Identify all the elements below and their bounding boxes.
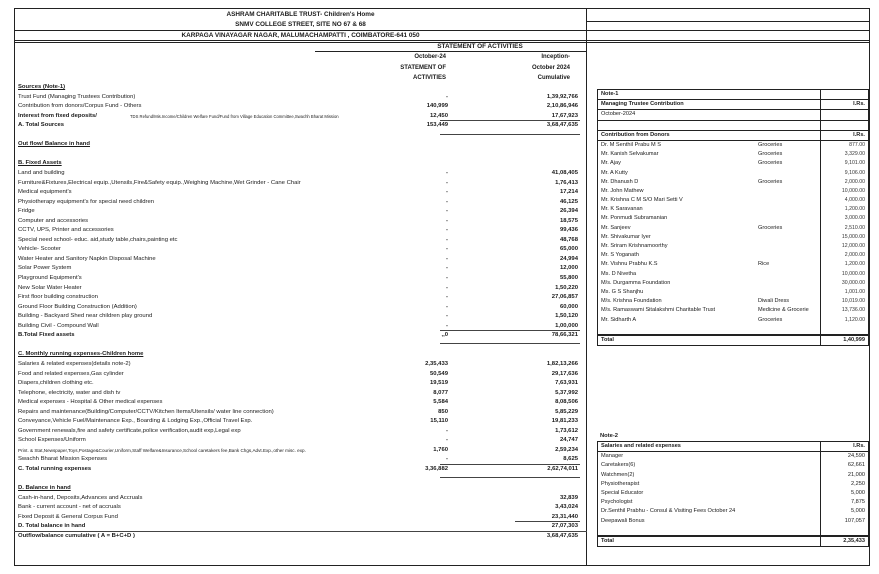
fixed-asset-row-label: Vehicle- Scooter: [18, 246, 61, 253]
running-row-month: 850: [438, 408, 448, 415]
running-row-month: 8,077: [433, 389, 448, 396]
donor-amount: 2,000.00: [844, 252, 865, 259]
fixed-asset-row-cumulative: 1,50,120: [555, 313, 578, 320]
fixed-asset-row: [18, 169, 586, 179]
org-city: KARPAGA VINAYAGAR NAGAR, MALUMACHAMPATTI , COIMBATORE-641 050: [181, 32, 420, 39]
fixed-asset-row-month: -: [446, 189, 448, 196]
salary-amount: 62,661: [847, 462, 865, 469]
fixed-asset-row-month: -: [446, 198, 448, 205]
salary-name: Caretakers(6): [601, 462, 636, 469]
balance-row: [18, 494, 586, 504]
donor-amount: 10,000.00: [841, 270, 865, 277]
balance-heading-label: D. Balance in hand: [18, 485, 71, 492]
donor-name: Mr. Ajay: [601, 160, 621, 167]
fixed-asset-row-label: Water Heater and Sanitory Napkin Disposal Machine: [18, 255, 156, 262]
balance-row-label: Cash-in-hand, Deposits,Advances and Accruals: [18, 494, 143, 501]
source-row-label: Interest from fixed deposits/: [18, 112, 97, 119]
fixed-asset-row-label: Medical equipment's: [18, 189, 72, 196]
running-row-month: -: [446, 437, 448, 444]
fixed-asset-row-month: -: [446, 227, 448, 234]
source-row-month: -: [446, 93, 448, 100]
salary-name: Manager: [601, 453, 624, 460]
balance-row-label: Fixed Deposit & General Corpus Fund: [18, 513, 118, 520]
salary-name: Dr.Senthil Prabhu - Consul & Visiting Fees October 24: [601, 508, 736, 515]
fixed-asset-row: [18, 284, 586, 294]
fixed-asset-row-cumulative: 26,394: [559, 208, 578, 215]
donor-row: [597, 224, 868, 233]
donor-row: [597, 316, 868, 325]
donor-amount: 877.00: [849, 141, 865, 148]
salary-row: [597, 452, 868, 461]
col-head-cum-line2: October 2024: [531, 64, 570, 71]
running-total-month: 3,36,882: [425, 466, 448, 472]
fixed-asset-row: [18, 226, 586, 236]
fixed-assets-heading-label: B. Fixed Assets: [18, 160, 62, 167]
grand-total-cumulative: 3,68,47,635: [546, 532, 578, 539]
org-title: ASHRAM CHARITABLE TRUST- Children's Home: [226, 11, 375, 18]
fixed-asset-row-label: First floor building construction: [18, 294, 98, 301]
donor-name: Mr. Vishnu Prabhu K.S: [601, 261, 658, 268]
balance-heading: [18, 484, 586, 494]
running-row-cumulative: 1,82,13,266: [546, 360, 578, 367]
donor-name: Mr. Sriram Krishnamoorthy: [601, 243, 668, 249]
note1-donors-label: Contribution from Donors: [601, 131, 670, 138]
fixed-asset-row-cumulative: 65,000: [559, 246, 578, 253]
salary-amount: 21,000: [847, 471, 865, 478]
fixed-asset-row: [18, 207, 586, 217]
donor-amount: 3,329.00: [844, 151, 865, 158]
note1-total-label: Total: [601, 336, 614, 343]
fixed-asset-row: [18, 264, 586, 274]
donor-purpose: Groceries: [758, 141, 783, 148]
running-row-label: Conveyance,Vehicle Fuel/Maintenance Exp., Boarding & Lodging Exp.,Official Travel Exp.: [18, 418, 253, 425]
note2-total-row: [597, 536, 869, 547]
fixed-asset-row-cumulative: 18,575: [559, 217, 578, 224]
fixed-asset-row-label: Playground Equipment's: [18, 275, 82, 281]
donor-purpose: Groceries: [758, 151, 783, 158]
col-head-month-line2: STATEMENT OF: [400, 64, 446, 71]
donor-purpose: Groceries: [758, 316, 783, 323]
donor-row: [597, 150, 868, 159]
running-row-cumulative: 5,37,992: [555, 389, 578, 396]
sources-total: [18, 121, 586, 131]
running-row: [18, 427, 586, 437]
donor-row: [597, 141, 868, 150]
running-row-label: Food and related expenses,Gas cylinder: [18, 370, 124, 377]
fixed-asset-row: [18, 293, 586, 303]
donor-row: [597, 178, 868, 187]
note2-head-row: [597, 441, 869, 452]
running-total: [18, 465, 586, 475]
running-row-cumulative: 24,747: [559, 437, 578, 444]
note1-mtc-unit: I.Rs.: [853, 101, 865, 108]
sources-heading-label: Sources (Note-1): [18, 84, 66, 90]
fixed-asset-row-cumulative: 12,000: [559, 265, 578, 272]
salary-row: [597, 507, 868, 516]
source-row-month: 12,450: [429, 112, 448, 119]
donor-amount: 2,000.00: [844, 178, 865, 185]
running-row-label: Government renewals,fire and safety certificate,police verification,audit exp,Legal exp: [18, 427, 241, 434]
donor-amount: 4,000.00: [844, 197, 865, 204]
note1-mtc-row: [597, 100, 869, 110]
source-row: [18, 102, 586, 112]
fixed-asset-row-label: Physiotherapy equipment's for special need children: [18, 198, 155, 205]
running-total-label: C. Total running expenses: [18, 466, 92, 472]
salary-blank-row: [597, 526, 868, 535]
donor-name: Mr. John Mathew: [601, 187, 644, 194]
sources-total-month: 153,449: [426, 122, 448, 129]
fixed-asset-row-cumulative: 46,125: [559, 198, 578, 205]
salary-amount: 107,057: [844, 517, 865, 524]
fixed-asset-row: [18, 188, 586, 198]
salary-amount: 5,000: [851, 508, 865, 515]
salary-name: Special Educator: [601, 489, 644, 496]
running-row-cumulative: 8,625: [563, 456, 578, 463]
fixed-assets-total: [18, 331, 586, 341]
source-row-month: 140,999: [426, 103, 448, 110]
running-row-month: 2,35,433: [425, 360, 448, 367]
donor-amount: 10,019.00: [841, 298, 865, 305]
salary-row: [597, 498, 868, 507]
fixed-asset-row-month: -: [446, 236, 448, 243]
running-row-month: 50,549: [429, 370, 448, 377]
donor-blank-row: [597, 325, 868, 334]
donor-name: Mr. S Yoganath: [601, 252, 639, 259]
note1-title-row: [597, 89, 869, 100]
fixed-asset-row-month: -: [446, 169, 448, 176]
grand-total-rule: [14, 531, 587, 532]
fixed-asset-row-month: -: [446, 208, 448, 215]
running-row-cumulative: 29,17,636: [551, 370, 578, 377]
fixed-asset-row-month: -: [446, 284, 448, 291]
note2-label: Salaries and related expenses: [601, 443, 681, 449]
col-head-month: [366, 52, 446, 84]
salary-row: [597, 480, 868, 489]
donor-purpose: Diwali Dress: [758, 298, 790, 305]
donor-row: [597, 288, 868, 297]
donor-name: M/s. Durgamma Foundation: [601, 279, 671, 286]
running-row-month: -: [446, 456, 448, 463]
fixed-asset-row-month: -: [446, 255, 448, 262]
fixed-asset-row-month: -: [446, 294, 448, 301]
donor-row: [597, 260, 868, 269]
donor-row: [597, 196, 868, 205]
note1-donors-unit: I.Rs.: [853, 131, 865, 138]
running-row-month: 15,110: [430, 418, 448, 425]
donor-name: Mr. Shivakumar Iyer: [601, 233, 651, 240]
salary-row: [597, 461, 868, 470]
fixed-asset-row-month: -: [446, 322, 448, 329]
running-row-label: Swachh Bharat Mission Expenses: [18, 456, 108, 463]
running-row: [18, 417, 586, 427]
running-row: [18, 436, 586, 446]
donor-purpose: Groceries: [758, 178, 783, 185]
balance-row: [18, 513, 586, 523]
donor-row: [597, 279, 868, 288]
note1-mtc-label: Managing Trustee Contribution: [601, 101, 684, 108]
salary-name: Physiotherapist: [601, 480, 640, 487]
running-row-label: Repairs and maintenance(Building/Computer/CCTV/Kitchen Items/Utensils/ water line connection): [18, 408, 274, 415]
source-row-cumulative: 2,10,86,946: [546, 103, 578, 110]
running-row-cumulative: 5,85,229: [555, 408, 578, 415]
sources-total-cumulative: 3,68,47,635: [546, 122, 578, 129]
grand-total: [18, 532, 586, 542]
donor-row: [597, 205, 868, 214]
donor-name: M/s. Krishna Foundation: [601, 298, 662, 305]
outflow-heading: [18, 140, 586, 150]
fixed-assets-total-label: B.Total Fixed assets: [18, 332, 75, 339]
note-1: [597, 89, 869, 346]
donor-name: M/s. Ramaswami Sitalakshmi Charitable Trust: [601, 307, 716, 314]
donor-name: Mr. Sidharth A: [601, 316, 637, 323]
donor-amount: 30,000.00: [841, 279, 865, 286]
note1-blank-row: [597, 121, 869, 131]
running-row-label: Telephone, electricity, water and dish tv: [18, 389, 121, 396]
fixed-assets-total-cumulative: 78,66,321: [551, 332, 578, 339]
sources-heading: [18, 83, 586, 93]
fixed-asset-row-month: -: [446, 313, 448, 320]
source-row-label: Trust Fund (Managing Trustees Contribution): [18, 93, 136, 100]
running-row-cumulative: 7,63,931: [555, 380, 578, 387]
donor-row: [597, 297, 868, 306]
donor-row: [597, 169, 868, 178]
fixed-asset-row: [18, 312, 586, 322]
fixed-asset-row-label: Land and building: [18, 169, 65, 176]
donor-row: [597, 251, 868, 260]
fixed-asset-row-label: Special need school- educ. aid,study table,chairs,painting etc: [18, 236, 178, 243]
balance-row-cumulative: 32,839: [559, 494, 578, 501]
fixed-asset-row-cumulative: 27,06,857: [551, 294, 578, 301]
fixed-asset-row: [18, 255, 586, 265]
donor-name: Dr. M Senthil Prabu M S: [601, 141, 661, 148]
donor-row: [597, 187, 868, 196]
donor-amount: 1,120.00: [844, 316, 865, 323]
donor-amount: 13,736.00: [841, 307, 865, 314]
donor-amount: 12,000.00: [841, 243, 865, 249]
salary-amount: 24,590: [847, 453, 865, 460]
donor-amount: 1,001.00: [844, 288, 865, 295]
running-row-label: Print. & Stat,Newspaper,Toys,Postage&Courier,Uniform,Staff Welfare&Insurance,School caretakers fee,Bank Chgs,Advt.Exp.,other misc. exp.: [18, 447, 306, 453]
donor-amount: 9,106.00: [844, 169, 865, 176]
fixed-asset-row-label: Building - Backyard Shed near children play ground: [18, 313, 153, 320]
col-head-month-line1: October-24: [414, 54, 446, 60]
note2-total-label: Total: [601, 537, 614, 544]
balance-row-cumulative: 3,43,024: [555, 504, 578, 511]
fixed-asset-row-month: -: [446, 303, 448, 310]
fixed-asset-row-label: Furniture&Fixtures,Electrical equip.,Utensils,Fire&Safety equip.,Weighing Machine,Wet Grinder - Cane Chair: [18, 179, 301, 186]
source-row: [18, 93, 586, 103]
donor-list: [597, 141, 869, 335]
balance-row-cumulative: 23,31,440: [551, 513, 578, 520]
donor-name: Mr. Ponmudi Subramanian: [601, 215, 668, 222]
donor-amount: 1,200.00: [844, 261, 865, 268]
running-row-month: -: [446, 427, 448, 434]
fixed-asset-row-label: Computer and accessories: [18, 217, 89, 224]
fixed-asset-row-cumulative: 60,000: [559, 303, 578, 310]
fixed-asset-row-month: -: [446, 265, 448, 272]
note2-title: Note-2: [600, 433, 619, 439]
fixed-asset-row: [18, 217, 586, 227]
running-row: [18, 389, 586, 399]
balance-total-label: D. Total balance in hand: [18, 523, 86, 530]
donor-amount: 2,510.00: [844, 224, 865, 231]
donor-row: [597, 306, 868, 315]
fixed-asset-row-cumulative: 1,00,000: [555, 322, 578, 329]
balance-total-cumulative: 27,07,303: [551, 523, 578, 530]
total-rule: [440, 343, 580, 344]
running-total-cumulative: 2,62,74,011: [547, 466, 578, 472]
fixed-asset-row: [18, 245, 586, 255]
fixed-assets-total-month: ,,0: [441, 332, 448, 339]
running-heading: [18, 350, 586, 360]
total-rule: [440, 134, 580, 135]
salary-amount: 7,875: [851, 499, 865, 506]
running-row: [18, 398, 586, 408]
donor-amount: 3,000.00: [844, 215, 865, 222]
fixed-asset-row-month: -: [446, 246, 448, 253]
donor-row: [597, 159, 868, 168]
fixed-asset-row-cumulative: 17,214: [559, 189, 578, 196]
source-row-label: Contribution from donors/Corpus Fund - Others: [18, 103, 142, 110]
donor-amount: 1,200.00: [844, 206, 865, 213]
note2-unit: I.Rs.: [853, 443, 865, 449]
salary-row: [597, 489, 868, 498]
fixed-asset-row-label: Building Civil - Compound Wall: [18, 322, 99, 329]
running-row-month: 19,519: [429, 380, 448, 387]
running-row-month: 1,760: [433, 446, 448, 453]
donor-amount: 10,000.00: [841, 187, 865, 194]
running-row-cumulative: 8,08,506: [555, 399, 578, 406]
running-row-cumulative: 19,81,233: [551, 418, 578, 425]
running-row-label: Diapers,children clothing etc.: [18, 380, 94, 387]
running-row-month: 5,584: [433, 399, 448, 406]
salary-list: [597, 452, 869, 536]
fixed-asset-row-label: CCTV, UPS, Printer and accessories: [18, 227, 114, 234]
fixed-asset-row-label: Fridge: [18, 208, 35, 215]
donor-name: Mr. K Saravanan: [601, 206, 643, 213]
fixed-asset-row-month: -: [446, 275, 448, 281]
donor-amount: 9,101.00: [844, 160, 865, 167]
fixed-asset-row: [18, 198, 586, 208]
col-head-cumulative: [490, 52, 570, 84]
fixed-asset-row-cumulative: 24,994: [559, 255, 578, 262]
salary-name: Deepawali Bonus: [601, 517, 645, 524]
running-row-cumulative: 2,59,234: [555, 446, 578, 453]
donor-purpose: Rice: [758, 261, 770, 268]
statement-title: STATEMENT OF ACTIVITIES: [437, 43, 523, 50]
salary-row: [597, 517, 868, 526]
source-row-cumulative: 1,39,92,766: [546, 93, 578, 100]
note1-period-row: [597, 110, 869, 120]
fixed-asset-row-cumulative: 1,50,220: [555, 284, 578, 291]
donor-name: Mr. Krishna C M S/O Mari Setti V: [601, 197, 683, 204]
donor-row: [597, 270, 868, 279]
source-row-cumulative: 17,67,923: [551, 112, 578, 119]
donor-name: Mr. Kanish Selvakumar: [601, 151, 659, 158]
donor-row: [597, 214, 868, 223]
balance-row-label: Bank - current account - net of accruals: [18, 504, 121, 511]
donor-purpose: Groceries: [758, 160, 783, 167]
running-row-label: Medical expenses - Hospital & Other medical expenses: [18, 399, 163, 406]
donor-amount: 15,000.00: [841, 233, 865, 240]
donor-purpose: Groceries: [758, 224, 783, 231]
donor-name: Ms. G S Shanjhu: [601, 288, 644, 295]
running-row: [18, 446, 586, 456]
fixed-asset-row-cumulative: 55,800: [559, 275, 578, 281]
fixed-asset-row-cumulative: 99,436: [559, 227, 578, 234]
fixed-asset-row-label: Solar Power System: [18, 265, 72, 272]
note1-title: Note-1: [601, 91, 619, 97]
fixed-asset-row-label: New Solar Water Heater: [18, 284, 82, 291]
fixed-asset-row-label: Ground Floor Building Construction (Addition): [18, 303, 137, 310]
col-head-month-line3: ACTIVITIES: [412, 75, 446, 81]
balance-row: [18, 503, 586, 513]
running-row-cumulative: 1,73,612: [555, 427, 578, 434]
note1-total-value: 1,40,999: [843, 336, 865, 343]
running-row-label: Salaries & related expenses(details note-2): [18, 360, 131, 367]
donor-name: Ms. D Nivetha: [601, 270, 637, 277]
salary-amount: 5,000: [851, 489, 865, 496]
fixed-asset-row-cumulative: 41,08,405: [551, 169, 578, 176]
col-head-cum-line1: Inception-: [541, 54, 570, 60]
donor-name: Mr. Sanjeev: [601, 224, 631, 231]
sources-total-label: A. Total Sources: [18, 122, 65, 129]
interest-detail: TDS Refund/Mis.Income/Children Welfare Fund/Fund from Village Education Committee,Swachh Bharat Mission: [130, 113, 339, 119]
donor-row: [597, 242, 868, 251]
donor-purpose: Medicine & Grocerie: [758, 307, 809, 314]
running-row: [18, 360, 586, 370]
note1-total-row: [597, 335, 869, 346]
fixed-asset-row: [18, 274, 586, 284]
note2-total-value: 2,35,433: [843, 537, 865, 544]
fixed-asset-row: [18, 303, 586, 313]
note1-donors-head: [597, 131, 869, 141]
running-row: [18, 408, 586, 418]
donor-name: Mr. A Kutty: [601, 169, 628, 176]
col-head-cum-line3: Cumulative: [537, 75, 570, 81]
donor-row: [597, 233, 868, 242]
fixed-asset-row-month: -: [446, 179, 448, 186]
note-2: [597, 432, 869, 547]
running-row: [18, 379, 586, 389]
org-street: SNMV COLLEGE STREET, SITE NO 67 & 68: [235, 21, 366, 28]
fixed-asset-row-cumulative: 1,76,413: [555, 179, 578, 186]
running-row-label: School Expenses/Uniform: [18, 437, 86, 444]
salary-amount: 2,250: [851, 480, 865, 487]
fixed-asset-row: [18, 236, 586, 246]
fixed-asset-row-month: -: [446, 217, 448, 224]
grand-total-label: Outflow/balance cumulative ( A = B+C+D ): [18, 532, 135, 539]
fixed-assets-heading: [18, 159, 586, 169]
statement-sheet: [14, 8, 587, 566]
total-rule: [440, 477, 580, 478]
salary-name: Psychologist: [601, 499, 633, 506]
outflow-heading-label: Out flow/ Balance in hand: [18, 141, 91, 148]
fixed-asset-row: [18, 179, 586, 189]
salary-name: Watchmen(2): [601, 471, 635, 478]
running-heading-label: C. Monthly running expenses-Children home: [18, 351, 144, 358]
fixed-asset-row-cumulative: 48,768: [559, 236, 578, 243]
salary-row: [597, 471, 868, 480]
donor-name: Mr. Dhanush D: [601, 178, 639, 185]
note1-period: October-2024: [601, 111, 636, 118]
running-row: [18, 370, 586, 380]
